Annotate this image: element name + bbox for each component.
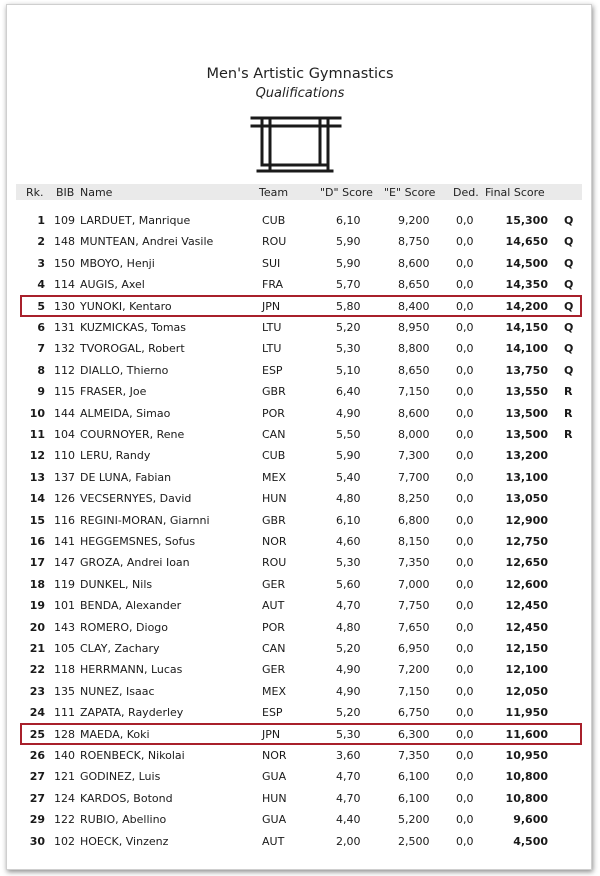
team-cell: AUT <box>262 599 285 613</box>
qualification-mark: Q <box>564 342 574 356</box>
deduction-cell: 0,0 <box>456 791 474 805</box>
e-score-cell: 8,650 <box>398 363 430 377</box>
deduction-cell: 0,0 <box>456 385 474 399</box>
qualification-mark: R <box>564 385 573 399</box>
table-row <box>0 596 600 617</box>
bib-cell: 124 <box>54 791 75 805</box>
deduction-cell: 0,0 <box>456 235 474 249</box>
deduction-cell: 0,0 <box>456 342 474 356</box>
rank-cell: 6 <box>37 321 45 334</box>
athlete-name-cell: DIALLO, Thierno <box>80 363 169 377</box>
final-score-cell: 13,500 <box>505 428 548 441</box>
athlete-name-cell: ZAPATA, Rayderley <box>80 706 184 720</box>
d-score-cell: 6,10 <box>336 214 361 227</box>
rank-cell: 2 <box>37 235 45 249</box>
d-score-cell: 5,50 <box>336 428 361 441</box>
final-score-cell: 11,600 <box>505 727 548 741</box>
page-subtitle: Qualifications <box>255 86 345 101</box>
rank-cell: 12 <box>29 449 45 463</box>
final-score-cell: 12,150 <box>505 642 548 655</box>
team-cell: CAN <box>262 428 286 441</box>
final-score-cell: 13,500 <box>505 406 548 420</box>
rank-cell: 21 <box>29 642 45 655</box>
athlete-name-cell: DUNKEL, Nils <box>80 577 153 591</box>
d-score-cell: 6,40 <box>336 385 361 399</box>
bib-cell: 140 <box>54 749 75 762</box>
team-cell: ROU <box>262 235 287 249</box>
qualification-mark: Q <box>564 278 574 292</box>
rank-cell: 15 <box>29 513 45 527</box>
athlete-name-cell: MBOYO, Henji <box>80 256 155 270</box>
final-score-cell: 14,100 <box>505 342 548 356</box>
team-cell: CAN <box>262 642 286 655</box>
final-score-cell: 13,550 <box>505 385 548 399</box>
e-score-cell: 7,750 <box>398 599 430 613</box>
table-row <box>0 446 600 467</box>
rank-cell: 30 <box>29 834 45 848</box>
athlete-name-cell: REGINI-MORAN, Giarnni <box>80 513 210 527</box>
deduction-cell: 0,0 <box>456 513 474 527</box>
qualification-mark: R <box>564 428 573 441</box>
deduction-cell: 0,0 <box>456 535 474 548</box>
deduction-cell: 0,0 <box>456 620 474 634</box>
team-cell: ESP <box>262 363 283 377</box>
e-score-cell: 8,600 <box>398 406 430 420</box>
header-rank: Rk. <box>26 186 44 199</box>
e-score-cell: 6,950 <box>398 642 430 655</box>
rank-cell: 8 <box>37 363 45 377</box>
final-score-cell: 12,450 <box>505 620 548 634</box>
final-score-cell: 15,300 <box>505 214 548 227</box>
bib-cell: 105 <box>54 642 75 655</box>
table-row <box>0 832 600 853</box>
team-cell: CUB <box>262 214 286 227</box>
d-score-cell: 4,90 <box>336 684 361 698</box>
e-score-cell: 8,400 <box>398 299 430 313</box>
athlete-name-cell: ROENBECK, Nikolai <box>80 749 185 762</box>
athlete-name-cell: HEGGEMSNES, Sofus <box>80 535 196 548</box>
final-score-cell: 13,200 <box>505 449 548 463</box>
d-score-cell: 4,90 <box>336 663 361 677</box>
deduction-cell: 0,0 <box>456 363 474 377</box>
header-d-score: "D" Score <box>320 186 373 199</box>
d-score-cell: 3,60 <box>336 749 361 762</box>
e-score-cell: 9,200 <box>398 214 430 227</box>
e-score-cell: 7,300 <box>398 449 430 463</box>
e-score-cell: 7,000 <box>398 577 430 591</box>
rank-cell: 13 <box>29 470 45 484</box>
team-cell: GBR <box>262 513 286 527</box>
final-score-cell: 12,750 <box>505 535 548 548</box>
bib-cell: 101 <box>54 599 75 613</box>
deduction-cell: 0,0 <box>456 556 474 570</box>
bib-cell: 130 <box>54 299 75 313</box>
team-cell: MEX <box>262 470 286 484</box>
final-score-cell: 10,950 <box>505 749 548 762</box>
team-cell: GER <box>262 663 286 677</box>
e-score-cell: 7,350 <box>398 556 430 570</box>
table-row <box>0 211 600 232</box>
athlete-name-cell: ROMERO, Diogo <box>80 620 169 634</box>
deduction-cell: 0,0 <box>456 684 474 698</box>
deduction-cell: 0,0 <box>456 406 474 420</box>
athlete-name-cell: GODINEZ, Luis <box>80 770 161 784</box>
header-bib: BIB <box>56 186 75 199</box>
d-score-cell: 4,70 <box>336 770 361 784</box>
header-name: Name <box>80 186 113 199</box>
d-score-cell: 5,80 <box>336 299 361 313</box>
final-score-cell: 14,350 <box>505 278 548 292</box>
final-score-cell: 10,800 <box>505 770 548 784</box>
deduction-cell: 0,0 <box>456 256 474 270</box>
table-row <box>0 639 600 660</box>
deduction-cell: 0,0 <box>456 299 474 313</box>
table-row <box>0 254 600 275</box>
d-score-cell: 5,10 <box>336 363 361 377</box>
bib-cell: 147 <box>54 556 75 570</box>
rank-cell: 16 <box>29 535 45 548</box>
e-score-cell: 2,500 <box>398 834 430 848</box>
d-score-cell: 5,90 <box>336 449 361 463</box>
d-score-cell: 5,60 <box>336 577 361 591</box>
rank-cell: 3 <box>37 256 45 270</box>
qualification-mark: Q <box>564 256 574 270</box>
bib-cell: 131 <box>54 321 75 334</box>
table-row <box>0 703 600 724</box>
athlete-name-cell: MUNTEAN, Andrei Vasile <box>80 235 214 249</box>
deduction-cell: 0,0 <box>456 214 474 227</box>
final-score-cell: 9,600 <box>513 813 548 827</box>
rank-cell: 7 <box>37 342 45 356</box>
e-score-cell: 7,150 <box>398 684 430 698</box>
parallel-bars-icon <box>250 113 342 175</box>
qualification-mark: Q <box>564 235 574 249</box>
bib-cell: 144 <box>54 406 75 420</box>
athlete-name-cell: GROZA, Andrei Ioan <box>80 556 190 570</box>
final-score-cell: 12,600 <box>505 577 548 591</box>
bib-cell: 112 <box>54 363 75 377</box>
table-row <box>0 553 600 574</box>
team-cell: HUN <box>262 791 287 805</box>
athlete-name-cell: TVOROGAL, Robert <box>80 342 185 356</box>
deduction-cell: 0,0 <box>456 706 474 720</box>
header-deduction: Ded. <box>453 186 479 199</box>
rank-cell: 17 <box>29 556 45 570</box>
rank-cell: 9 <box>37 385 45 399</box>
final-score-cell: 12,100 <box>505 663 548 677</box>
table-row <box>0 532 600 553</box>
athlete-name-cell: MAEDA, Koki <box>80 727 150 741</box>
bib-cell: 126 <box>54 492 75 506</box>
e-score-cell: 8,750 <box>398 235 430 249</box>
team-cell: POR <box>262 620 285 634</box>
rank-cell: 20 <box>29 620 45 634</box>
e-score-cell: 6,800 <box>398 513 430 527</box>
rank-cell: 23 <box>29 684 45 698</box>
team-cell: CUB <box>262 449 286 463</box>
athlete-name-cell: HOECK, Vinzenz <box>80 834 169 848</box>
e-score-cell: 8,800 <box>398 342 430 356</box>
bib-cell: 104 <box>54 428 75 441</box>
d-score-cell: 4,70 <box>336 791 361 805</box>
final-score-cell: 13,750 <box>505 363 548 377</box>
d-score-cell: 4,80 <box>336 492 361 506</box>
rank-cell: 26 <box>29 749 45 762</box>
bib-cell: 128 <box>54 727 75 741</box>
table-row <box>0 767 600 788</box>
table-row <box>0 318 600 339</box>
athlete-name-cell: VECSERNYES, David <box>80 492 192 506</box>
rank-cell: 25 <box>29 727 45 741</box>
d-score-cell: 4,80 <box>336 620 361 634</box>
deduction-cell: 0,0 <box>456 813 474 827</box>
final-score-cell: 14,650 <box>505 235 548 249</box>
rank-cell: 24 <box>29 706 45 720</box>
header-team: Team <box>259 186 289 199</box>
team-cell: SUI <box>262 256 281 270</box>
bib-cell: 115 <box>54 385 75 399</box>
table-row <box>0 575 600 596</box>
athlete-name-cell: YUNOKI, Kentaro <box>80 299 172 313</box>
athlete-name-cell: KUZMICKAS, Tomas <box>80 321 187 334</box>
table-row <box>0 810 600 831</box>
bib-cell: 132 <box>54 342 75 356</box>
team-cell: HUN <box>262 492 287 506</box>
table-row <box>0 361 600 382</box>
deduction-cell: 0,0 <box>456 642 474 655</box>
final-score-cell: 13,100 <box>505 470 548 484</box>
e-score-cell: 6,100 <box>398 791 430 805</box>
e-score-cell: 8,650 <box>398 278 430 292</box>
rank-cell: 22 <box>29 663 45 677</box>
final-score-cell: 12,650 <box>505 556 548 570</box>
table-row <box>0 660 600 681</box>
e-score-cell: 7,350 <box>398 749 430 762</box>
d-score-cell: 5,90 <box>336 256 361 270</box>
athlete-name-cell: LERU, Randy <box>80 449 151 463</box>
d-score-cell: 5,30 <box>336 342 361 356</box>
team-cell: MEX <box>262 684 286 698</box>
athlete-name-cell: ALMEIDA, Simao <box>80 406 171 420</box>
rank-cell: 29 <box>29 813 45 827</box>
bib-cell: 109 <box>54 214 75 227</box>
final-score-cell: 13,050 <box>505 492 548 506</box>
deduction-cell: 0,0 <box>456 663 474 677</box>
athlete-name-cell: DE LUNA, Fabian <box>80 470 172 484</box>
bib-cell: 135 <box>54 684 75 698</box>
table-row <box>0 511 600 532</box>
e-score-cell: 7,150 <box>398 385 430 399</box>
header-e-score: "E" Score <box>384 186 436 199</box>
team-cell: GER <box>262 577 286 591</box>
final-score-cell: 12,900 <box>505 513 548 527</box>
deduction-cell: 0,0 <box>456 428 474 441</box>
final-score-cell: 14,150 <box>505 321 548 334</box>
rank-cell: 19 <box>29 599 45 613</box>
team-cell: NOR <box>262 535 287 548</box>
bib-cell: 143 <box>54 620 75 634</box>
d-score-cell: 4,70 <box>336 599 361 613</box>
d-score-cell: 6,10 <box>336 513 361 527</box>
team-cell: GUA <box>262 813 287 827</box>
bib-cell: 114 <box>54 278 75 292</box>
team-cell: POR <box>262 406 285 420</box>
e-score-cell: 7,200 <box>398 663 430 677</box>
qualification-mark: Q <box>564 214 574 227</box>
final-score-cell: 14,500 <box>505 256 548 270</box>
table-row <box>0 404 600 425</box>
e-score-cell: 5,200 <box>398 813 430 827</box>
rank-cell: 18 <box>29 577 45 591</box>
rank-cell: 10 <box>29 406 45 420</box>
table-row <box>0 425 600 446</box>
header-final-score: Final Score <box>485 186 545 199</box>
final-score-cell: 4,500 <box>513 834 548 848</box>
athlete-name-cell: FRASER, Joe <box>80 385 147 399</box>
final-score-cell: 14,200 <box>505 299 548 313</box>
d-score-cell: 5,30 <box>336 556 361 570</box>
table-row <box>0 725 600 746</box>
e-score-cell: 7,700 <box>398 470 430 484</box>
athlete-name-cell: HERRMANN, Lucas <box>80 663 183 677</box>
bib-cell: 150 <box>54 256 75 270</box>
athlete-name-cell: BENDA, Alexander <box>80 599 182 613</box>
qualification-mark: Q <box>564 299 574 313</box>
e-score-cell: 8,950 <box>398 321 430 334</box>
table-row <box>0 297 600 318</box>
rank-cell: 1 <box>37 214 45 227</box>
rank-cell: 14 <box>29 492 45 506</box>
team-cell: NOR <box>262 749 287 762</box>
bib-cell: 110 <box>54 449 75 463</box>
team-cell: AUT <box>262 834 285 848</box>
team-cell: ROU <box>262 556 287 570</box>
rank-cell: 4 <box>37 278 45 292</box>
deduction-cell: 0,0 <box>456 492 474 506</box>
table-row <box>0 618 600 639</box>
team-cell: ESP <box>262 706 283 720</box>
d-score-cell: 5,30 <box>336 727 361 741</box>
team-cell: FRA <box>262 278 284 292</box>
table-row <box>0 275 600 296</box>
d-score-cell: 5,70 <box>336 278 361 292</box>
d-score-cell: 5,20 <box>336 321 361 334</box>
bib-cell: 141 <box>54 535 75 548</box>
bib-cell: 137 <box>54 470 75 484</box>
team-cell: LTU <box>262 321 282 334</box>
e-score-cell: 6,750 <box>398 706 430 720</box>
athlete-name-cell: KARDOS, Botond <box>80 791 173 805</box>
final-score-cell: 12,450 <box>505 599 548 613</box>
e-score-cell: 8,000 <box>398 428 430 441</box>
bib-cell: 111 <box>54 706 75 720</box>
e-score-cell: 8,600 <box>398 256 430 270</box>
table-row <box>0 382 600 403</box>
table-row <box>0 789 600 810</box>
team-cell: LTU <box>262 342 282 356</box>
athlete-name-cell: LARDUET, Manrique <box>80 214 191 227</box>
d-score-cell: 5,40 <box>336 470 361 484</box>
d-score-cell: 5,20 <box>336 642 361 655</box>
table-row <box>0 339 600 360</box>
team-cell: GBR <box>262 385 286 399</box>
table-row <box>0 746 600 767</box>
athlete-name-cell: RUBIO, Abellino <box>80 813 167 827</box>
bib-cell: 121 <box>54 770 75 784</box>
bib-cell: 122 <box>54 813 75 827</box>
bib-cell: 148 <box>54 235 75 249</box>
rank-cell: 27 <box>29 791 45 805</box>
page-title: Men's Artistic Gymnastics <box>206 66 394 82</box>
athlete-name-cell: NUNEZ, Isaac <box>80 684 155 698</box>
e-score-cell: 6,100 <box>398 770 430 784</box>
qualification-mark: Q <box>564 321 574 334</box>
bib-cell: 119 <box>54 577 75 591</box>
d-score-cell: 5,90 <box>336 235 361 249</box>
table-row <box>0 468 600 489</box>
final-score-cell: 10,800 <box>505 791 548 805</box>
deduction-cell: 0,0 <box>456 449 474 463</box>
deduction-cell: 0,0 <box>456 770 474 784</box>
rank-cell: 5 <box>37 299 45 313</box>
rank-cell: 11 <box>29 428 45 441</box>
qualification-mark: R <box>564 406 573 420</box>
e-score-cell: 7,650 <box>398 620 430 634</box>
d-score-cell: 4,40 <box>336 813 361 827</box>
e-score-cell: 8,250 <box>398 492 430 506</box>
rank-cell: 27 <box>29 770 45 784</box>
team-cell: GUA <box>262 770 287 784</box>
deduction-cell: 0,0 <box>456 278 474 292</box>
deduction-cell: 0,0 <box>456 834 474 848</box>
bib-cell: 118 <box>54 663 75 677</box>
bib-cell: 102 <box>54 834 75 848</box>
d-score-cell: 5,20 <box>336 706 361 720</box>
d-score-cell: 4,90 <box>336 406 361 420</box>
qualification-mark: Q <box>564 363 574 377</box>
e-score-cell: 8,150 <box>398 535 430 548</box>
table-row <box>0 232 600 253</box>
deduction-cell: 0,0 <box>456 470 474 484</box>
deduction-cell: 0,0 <box>456 599 474 613</box>
bib-cell: 116 <box>54 513 75 527</box>
deduction-cell: 0,0 <box>456 749 474 762</box>
e-score-cell: 6,300 <box>398 727 430 741</box>
d-score-cell: 2,00 <box>336 834 361 848</box>
table-row <box>0 682 600 703</box>
team-cell: JPN <box>262 299 281 313</box>
athlete-name-cell: COURNOYER, Rene <box>80 428 185 441</box>
team-cell: JPN <box>262 727 281 741</box>
deduction-cell: 0,0 <box>456 727 474 741</box>
d-score-cell: 4,60 <box>336 535 361 548</box>
deduction-cell: 0,0 <box>456 321 474 334</box>
final-score-cell: 12,050 <box>505 684 548 698</box>
athlete-name-cell: CLAY, Zachary <box>80 642 160 655</box>
deduction-cell: 0,0 <box>456 577 474 591</box>
athlete-name-cell: AUGIS, Axel <box>80 278 145 292</box>
table-row <box>0 489 600 510</box>
final-score-cell: 11,950 <box>505 706 548 720</box>
